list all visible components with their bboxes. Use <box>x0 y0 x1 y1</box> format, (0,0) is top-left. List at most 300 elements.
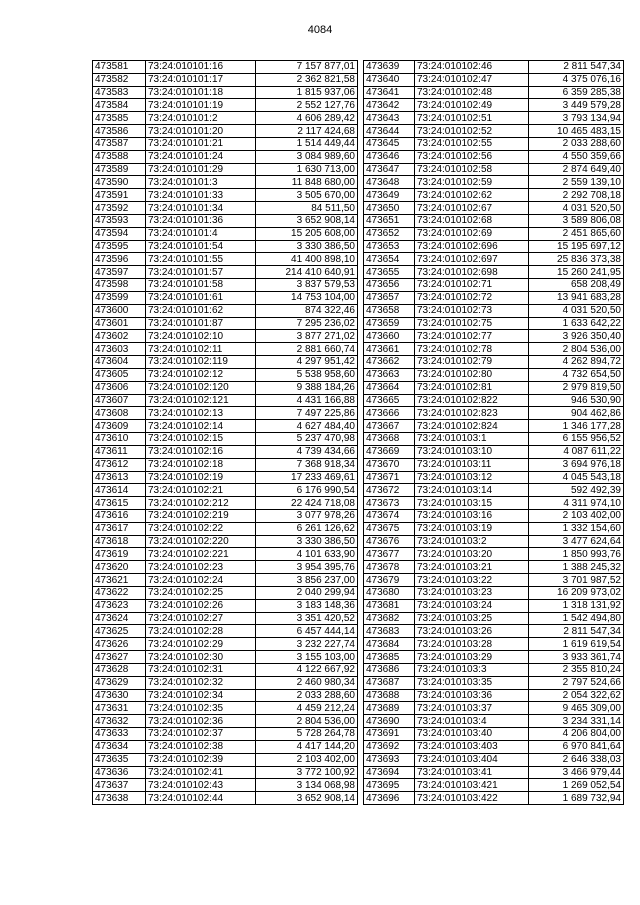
table-row <box>364 471 624 484</box>
cadastral-number-cell: 73:24:010102:47 <box>415 73 529 86</box>
cadastral-value-cell: 3 793 134,94 <box>529 112 624 125</box>
cadastral-value-cell: 4 087 611,22 <box>529 445 624 458</box>
cadastral-value-cell: 3 701 987,52 <box>529 574 624 587</box>
cadastral-value-cell: 1 346 177,28 <box>529 420 624 433</box>
cadastral-number-cell: 73:24:010103:21 <box>415 561 529 574</box>
table-row <box>364 676 624 689</box>
cadastral-number-cell: 73:24:010102:79 <box>415 356 529 369</box>
table-row <box>364 86 624 99</box>
cadastral-number-cell: 73:24:010103:15 <box>415 497 529 510</box>
row-number-cell: 473693 <box>364 753 415 766</box>
table-row <box>364 663 624 676</box>
cadastral-value-cell: 2 292 708,18 <box>529 189 624 202</box>
cadastral-value-cell: 1 633 642,22 <box>529 317 624 330</box>
cadastral-value-cell: 3 466 979,44 <box>529 766 624 779</box>
row-number-cell: 473613 <box>93 471 146 484</box>
row-number-cell: 473663 <box>364 368 415 381</box>
row-number-cell: 473604 <box>93 356 146 369</box>
table-row <box>364 484 624 497</box>
table-row <box>93 253 358 266</box>
table-row <box>93 189 358 202</box>
cadastral-value-cell: 904 462,86 <box>529 407 624 420</box>
cadastral-value-cell: 1 815 937,06 <box>256 86 358 99</box>
row-number-cell: 473684 <box>364 638 415 651</box>
row-number-cell: 473605 <box>93 368 146 381</box>
table-row <box>93 753 358 766</box>
cadastral-number-cell: 73:24:010102:29 <box>146 638 256 651</box>
row-number-cell: 473598 <box>93 279 146 292</box>
table-row <box>364 112 624 125</box>
row-number-cell: 473608 <box>93 407 146 420</box>
cadastral-number-cell: 73:24:010103:10 <box>415 445 529 458</box>
cadastral-value-cell: 4 550 359,66 <box>529 150 624 163</box>
row-number-cell: 473657 <box>364 291 415 304</box>
cadastral-number-cell: 73:24:010102:51 <box>415 112 529 125</box>
row-number-cell: 473636 <box>93 766 146 779</box>
table-row <box>364 125 624 138</box>
row-number-cell: 473642 <box>364 99 415 112</box>
cadastral-value-cell: 2 117 424,68 <box>256 125 358 138</box>
cadastral-value-cell: 1 850 993,76 <box>529 548 624 561</box>
table-row <box>364 638 624 651</box>
table-row <box>364 317 624 330</box>
row-number-cell: 473668 <box>364 433 415 446</box>
table-row <box>93 368 358 381</box>
cadastral-number-cell: 73:24:010101:24 <box>146 150 256 163</box>
table-row <box>364 612 624 625</box>
cadastral-value-cell: 2 040 299,94 <box>256 586 358 599</box>
table-row <box>93 792 358 805</box>
table-row <box>93 574 358 587</box>
table-row <box>93 176 358 189</box>
cadastral-number-cell: 73:24:010102:34 <box>146 689 256 702</box>
row-number-cell: 473609 <box>93 420 146 433</box>
cadastral-number-cell: 73:24:010103:404 <box>415 753 529 766</box>
cadastral-value-cell: 15 260 241,95 <box>529 266 624 279</box>
row-number-cell: 473652 <box>364 227 415 240</box>
row-number-cell: 473596 <box>93 253 146 266</box>
row-number-cell: 473685 <box>364 651 415 664</box>
table-row <box>364 740 624 753</box>
table-row <box>93 137 358 150</box>
cadastral-number-cell: 73:24:010101:62 <box>146 304 256 317</box>
table-row <box>93 484 358 497</box>
row-number-cell: 473611 <box>93 445 146 458</box>
cadastral-value-cell: 3 330 386,50 <box>256 240 358 253</box>
cadastral-value-cell: 6 457 444,14 <box>256 625 358 638</box>
table-row <box>364 548 624 561</box>
cadastral-value-cell: 4 732 654,50 <box>529 368 624 381</box>
row-number-cell: 473622 <box>93 586 146 599</box>
table-row <box>364 509 624 522</box>
cadastral-value-cell: 15 205 608,00 <box>256 227 358 240</box>
table-row <box>93 394 358 407</box>
cadastral-value-cell: 3 330 386,50 <box>256 535 358 548</box>
cadastral-number-cell: 73:24:010101:36 <box>146 214 256 227</box>
row-number-cell: 473591 <box>93 189 146 202</box>
cadastral-value-cell: 592 492,39 <box>529 484 624 497</box>
row-number-cell: 473583 <box>93 86 146 99</box>
cadastral-value-cell: 4 459 212,24 <box>256 702 358 715</box>
cadastral-value-cell: 7 497 225,86 <box>256 407 358 420</box>
row-number-cell: 473664 <box>364 381 415 394</box>
row-number-cell: 473617 <box>93 522 146 535</box>
cadastral-number-cell: 73:24:010101:87 <box>146 317 256 330</box>
table-row <box>93 214 358 227</box>
cadastral-value-cell: 3 505 670,00 <box>256 189 358 202</box>
row-number-cell: 473648 <box>364 176 415 189</box>
cadastral-number-cell: 73:24:010101:3 <box>146 176 256 189</box>
row-number-cell: 473696 <box>364 792 415 805</box>
table-row <box>364 394 624 407</box>
row-number-cell: 473594 <box>93 227 146 240</box>
table-row <box>93 304 358 317</box>
table-row <box>364 651 624 664</box>
table-row <box>364 766 624 779</box>
cadastral-value-cell: 658 208,49 <box>529 279 624 292</box>
cadastral-value-cell: 2 797 524,66 <box>529 676 624 689</box>
cadastral-value-cell: 9 388 184,26 <box>256 381 358 394</box>
cadastral-number-cell: 73:24:010102:38 <box>146 740 256 753</box>
cadastral-value-cell: 3 652 908,14 <box>256 214 358 227</box>
row-number-cell: 473683 <box>364 625 415 638</box>
cadastral-value-cell: 2 559 139,10 <box>529 176 624 189</box>
row-number-cell: 473658 <box>364 304 415 317</box>
cadastral-number-cell: 73:24:010102:696 <box>415 240 529 253</box>
table-row <box>364 445 624 458</box>
table-row <box>93 740 358 753</box>
cadastral-value-cell: 3 084 989,60 <box>256 150 358 163</box>
row-number-cell: 473660 <box>364 330 415 343</box>
row-number-cell: 473691 <box>364 728 415 741</box>
table-row <box>93 535 358 548</box>
cadastral-number-cell: 73:24:010102:19 <box>146 471 256 484</box>
cadastral-value-cell: 1 542 494,80 <box>529 612 624 625</box>
cadastral-number-cell: 73:24:010102:62 <box>415 189 529 202</box>
cadastral-value-cell: 4 431 166,88 <box>256 394 358 407</box>
cadastral-number-cell: 73:24:010101:61 <box>146 291 256 304</box>
registry-table-right-body <box>364 61 624 805</box>
cadastral-value-cell: 3 449 579,28 <box>529 99 624 112</box>
row-number-cell: 473688 <box>364 689 415 702</box>
cadastral-number-cell: 73:24:010103:3 <box>415 663 529 676</box>
cadastral-value-cell: 2 103 402,00 <box>256 753 358 766</box>
cadastral-value-cell: 4 031 520,50 <box>529 202 624 215</box>
cadastral-number-cell: 73:24:010101:17 <box>146 73 256 86</box>
row-number-cell: 473687 <box>364 676 415 689</box>
table-row <box>93 471 358 484</box>
cadastral-value-cell: 3 234 331,14 <box>529 715 624 728</box>
cadastral-value-cell: 2 103 402,00 <box>529 509 624 522</box>
cadastral-number-cell: 73:24:010102:824 <box>415 420 529 433</box>
table-row <box>93 625 358 638</box>
cadastral-number-cell: 73:24:010102:32 <box>146 676 256 689</box>
row-number-cell: 473624 <box>93 612 146 625</box>
table-row <box>93 381 358 394</box>
table-row <box>93 343 358 356</box>
row-number-cell: 473610 <box>93 433 146 446</box>
cadastral-number-cell: 73:24:010102:698 <box>415 266 529 279</box>
table-row <box>93 163 358 176</box>
row-number-cell: 473638 <box>93 792 146 805</box>
row-number-cell: 473692 <box>364 740 415 753</box>
row-number-cell: 473614 <box>93 484 146 497</box>
cadastral-value-cell: 4 206 804,00 <box>529 728 624 741</box>
row-number-cell: 473653 <box>364 240 415 253</box>
cadastral-value-cell: 7 157 877,01 <box>256 61 358 74</box>
row-number-cell: 473600 <box>93 304 146 317</box>
row-number-cell: 473694 <box>364 766 415 779</box>
table-row <box>364 407 624 420</box>
row-number-cell: 473603 <box>93 343 146 356</box>
table-row <box>93 715 358 728</box>
cadastral-value-cell: 17 233 469,61 <box>256 471 358 484</box>
cadastral-number-cell: 73:24:010102:21 <box>146 484 256 497</box>
table-row <box>364 150 624 163</box>
row-number-cell: 473599 <box>93 291 146 304</box>
cadastral-number-cell: 73:24:010101:20 <box>146 125 256 138</box>
table-row <box>93 202 358 215</box>
cadastral-number-cell: 73:24:010102:220 <box>146 535 256 548</box>
cadastral-number-cell: 73:24:010101:54 <box>146 240 256 253</box>
row-number-cell: 473593 <box>93 214 146 227</box>
cadastral-number-cell: 73:24:010102:56 <box>415 150 529 163</box>
table-row <box>93 612 358 625</box>
cadastral-number-cell: 73:24:010102:59 <box>415 176 529 189</box>
row-number-cell: 473662 <box>364 356 415 369</box>
cadastral-value-cell: 3 694 976,18 <box>529 458 624 471</box>
cadastral-value-cell: 3 134 068,98 <box>256 779 358 792</box>
cadastral-number-cell: 73:24:010102:49 <box>415 99 529 112</box>
table-row <box>93 702 358 715</box>
cadastral-number-cell: 73:24:010101:4 <box>146 227 256 240</box>
row-number-cell: 473678 <box>364 561 415 574</box>
row-number-cell: 473587 <box>93 137 146 150</box>
row-number-cell: 473632 <box>93 715 146 728</box>
row-number-cell: 473643 <box>364 112 415 125</box>
cadastral-number-cell: 73:24:010103:23 <box>415 586 529 599</box>
cadastral-value-cell: 1 332 154,60 <box>529 522 624 535</box>
cadastral-value-cell: 4 031 520,50 <box>529 304 624 317</box>
cadastral-value-cell: 7 295 236,02 <box>256 317 358 330</box>
cadastral-number-cell: 73:24:010102:26 <box>146 599 256 612</box>
row-number-cell: 473649 <box>364 189 415 202</box>
cadastral-number-cell: 73:24:010103:28 <box>415 638 529 651</box>
row-number-cell: 473625 <box>93 625 146 638</box>
cadastral-number-cell: 73:24:010102:30 <box>146 651 256 664</box>
table-row <box>93 61 358 74</box>
cadastral-value-cell: 84 511,50 <box>256 202 358 215</box>
cadastral-value-cell: 3 926 350,40 <box>529 330 624 343</box>
table-row <box>93 112 358 125</box>
cadastral-value-cell: 3 652 908,14 <box>256 792 358 805</box>
cadastral-number-cell: 73:24:010103:29 <box>415 651 529 664</box>
cadastral-number-cell: 73:24:010102:11 <box>146 343 256 356</box>
cadastral-value-cell: 946 530,90 <box>529 394 624 407</box>
cadastral-number-cell: 73:24:010102:25 <box>146 586 256 599</box>
table-row <box>364 625 624 638</box>
cadastral-value-cell: 214 410 640,91 <box>256 266 358 279</box>
cadastral-number-cell: 73:24:010102:14 <box>146 420 256 433</box>
cadastral-value-cell: 5 538 958,60 <box>256 368 358 381</box>
table-row <box>93 266 358 279</box>
cadastral-number-cell: 73:24:010102:119 <box>146 356 256 369</box>
cadastral-value-cell: 2 646 338,03 <box>529 753 624 766</box>
cadastral-value-cell: 4 262 894,72 <box>529 356 624 369</box>
table-row <box>93 150 358 163</box>
cadastral-number-cell: 73:24:010102:81 <box>415 381 529 394</box>
table-row <box>93 291 358 304</box>
row-number-cell: 473667 <box>364 420 415 433</box>
cadastral-value-cell: 6 261 126,62 <box>256 522 358 535</box>
cadastral-value-cell: 3 077 978,26 <box>256 509 358 522</box>
cadastral-value-cell: 1 388 245,32 <box>529 561 624 574</box>
cadastral-number-cell: 73:24:010102:27 <box>146 612 256 625</box>
cadastral-value-cell: 16 209 973,02 <box>529 586 624 599</box>
row-number-cell: 473673 <box>364 497 415 510</box>
cadastral-number-cell: 73:24:010102:39 <box>146 753 256 766</box>
cadastral-number-cell: 73:24:010103:4 <box>415 715 529 728</box>
table-row <box>364 73 624 86</box>
cadastral-value-cell: 6 155 956,52 <box>529 433 624 446</box>
row-number-cell: 473641 <box>364 86 415 99</box>
row-number-cell: 473582 <box>93 73 146 86</box>
table-row <box>364 381 624 394</box>
cadastral-value-cell: 25 836 373,38 <box>529 253 624 266</box>
table-row <box>364 343 624 356</box>
table-row <box>93 125 358 138</box>
cadastral-number-cell: 73:24:010102:46 <box>415 61 529 74</box>
row-number-cell: 473665 <box>364 394 415 407</box>
table-row <box>364 497 624 510</box>
row-number-cell: 473628 <box>93 663 146 676</box>
cadastral-number-cell: 73:24:010102:36 <box>146 715 256 728</box>
table-row <box>364 279 624 292</box>
table-row <box>93 317 358 330</box>
table-row <box>364 189 624 202</box>
cadastral-value-cell: 4 375 076,16 <box>529 73 624 86</box>
cadastral-value-cell: 1 619 619,54 <box>529 638 624 651</box>
cadastral-number-cell: 73:24:010103:1 <box>415 433 529 446</box>
row-number-cell: 473675 <box>364 522 415 535</box>
cadastral-value-cell: 2 451 865,60 <box>529 227 624 240</box>
row-number-cell: 473656 <box>364 279 415 292</box>
cadastral-number-cell: 73:24:010102:221 <box>146 548 256 561</box>
row-number-cell: 473650 <box>364 202 415 215</box>
row-number-cell: 473646 <box>364 150 415 163</box>
page-number: 4084 <box>307 24 333 36</box>
cadastral-value-cell: 6 359 285,38 <box>529 86 624 99</box>
row-number-cell: 473621 <box>93 574 146 587</box>
row-number-cell: 473581 <box>93 61 146 74</box>
row-number-cell: 473654 <box>364 253 415 266</box>
table-row <box>93 522 358 535</box>
table-row <box>93 99 358 112</box>
table-row <box>364 240 624 253</box>
table-row <box>93 279 358 292</box>
cadastral-number-cell: 73:24:010103:422 <box>415 792 529 805</box>
table-row <box>364 61 624 74</box>
row-number-cell: 473631 <box>93 702 146 715</box>
cadastral-value-cell: 4 101 633,90 <box>256 548 358 561</box>
cadastral-number-cell: 73:24:010101:29 <box>146 163 256 176</box>
table-row <box>93 766 358 779</box>
table-row <box>93 420 358 433</box>
registry-table-right <box>363 60 624 805</box>
table-row <box>364 368 624 381</box>
registry-table-left-body <box>93 61 358 805</box>
table-row <box>364 356 624 369</box>
cadastral-number-cell: 73:24:010102:212 <box>146 497 256 510</box>
cadastral-value-cell: 2 033 288,60 <box>529 137 624 150</box>
table-row <box>364 176 624 189</box>
cadastral-number-cell: 73:24:010101:16 <box>146 61 256 74</box>
table-row <box>364 522 624 535</box>
cadastral-number-cell: 73:24:010103:19 <box>415 522 529 535</box>
table-row <box>93 779 358 792</box>
cadastral-number-cell: 73:24:010102:16 <box>146 445 256 458</box>
cadastral-value-cell: 2 881 660,74 <box>256 343 358 356</box>
table-row <box>364 214 624 227</box>
table-row <box>364 586 624 599</box>
cadastral-value-cell: 9 465 309,00 <box>529 702 624 715</box>
cadastral-number-cell: 73:24:010102:58 <box>415 163 529 176</box>
row-number-cell: 473597 <box>93 266 146 279</box>
table-row <box>364 227 624 240</box>
cadastral-number-cell: 73:24:010103:12 <box>415 471 529 484</box>
cadastral-number-cell: 73:24:010102:52 <box>415 125 529 138</box>
table-row <box>93 433 358 446</box>
cadastral-value-cell: 3 589 806,08 <box>529 214 624 227</box>
cadastral-number-cell: 73:24:010102:80 <box>415 368 529 381</box>
row-number-cell: 473682 <box>364 612 415 625</box>
cadastral-value-cell: 1 514 449,44 <box>256 137 358 150</box>
cadastral-number-cell: 73:24:010101:55 <box>146 253 256 266</box>
table-row <box>364 304 624 317</box>
cadastral-value-cell: 874 322,46 <box>256 304 358 317</box>
table-row <box>364 433 624 446</box>
row-number-cell: 473615 <box>93 497 146 510</box>
row-number-cell: 473635 <box>93 753 146 766</box>
table-row <box>364 753 624 766</box>
cadastral-value-cell: 3 477 624,64 <box>529 535 624 548</box>
cadastral-number-cell: 73:24:010103:26 <box>415 625 529 638</box>
cadastral-number-cell: 73:24:010103:22 <box>415 574 529 587</box>
table-row <box>364 702 624 715</box>
row-number-cell: 473626 <box>93 638 146 651</box>
cadastral-value-cell: 3 232 227,74 <box>256 638 358 651</box>
row-number-cell: 473620 <box>93 561 146 574</box>
cadastral-number-cell: 73:24:010103:403 <box>415 740 529 753</box>
cadastral-number-cell: 73:24:010102:43 <box>146 779 256 792</box>
table-row <box>93 651 358 664</box>
cadastral-number-cell: 73:24:010103:14 <box>415 484 529 497</box>
row-number-cell: 473588 <box>93 150 146 163</box>
cadastral-value-cell: 2 804 536,00 <box>529 343 624 356</box>
cadastral-number-cell: 73:24:010101:18 <box>146 86 256 99</box>
row-number-cell: 473586 <box>93 125 146 138</box>
cadastral-number-cell: 73:24:010102:13 <box>146 407 256 420</box>
cadastral-value-cell: 2 355 810,24 <box>529 663 624 676</box>
table-row <box>364 330 624 343</box>
row-number-cell: 473690 <box>364 715 415 728</box>
row-number-cell: 473679 <box>364 574 415 587</box>
table-row <box>93 676 358 689</box>
cadastral-number-cell: 73:24:010103:25 <box>415 612 529 625</box>
cadastral-value-cell: 2 033 288,60 <box>256 689 358 702</box>
cadastral-value-cell: 2 460 980,34 <box>256 676 358 689</box>
cadastral-number-cell: 73:24:010102:68 <box>415 214 529 227</box>
